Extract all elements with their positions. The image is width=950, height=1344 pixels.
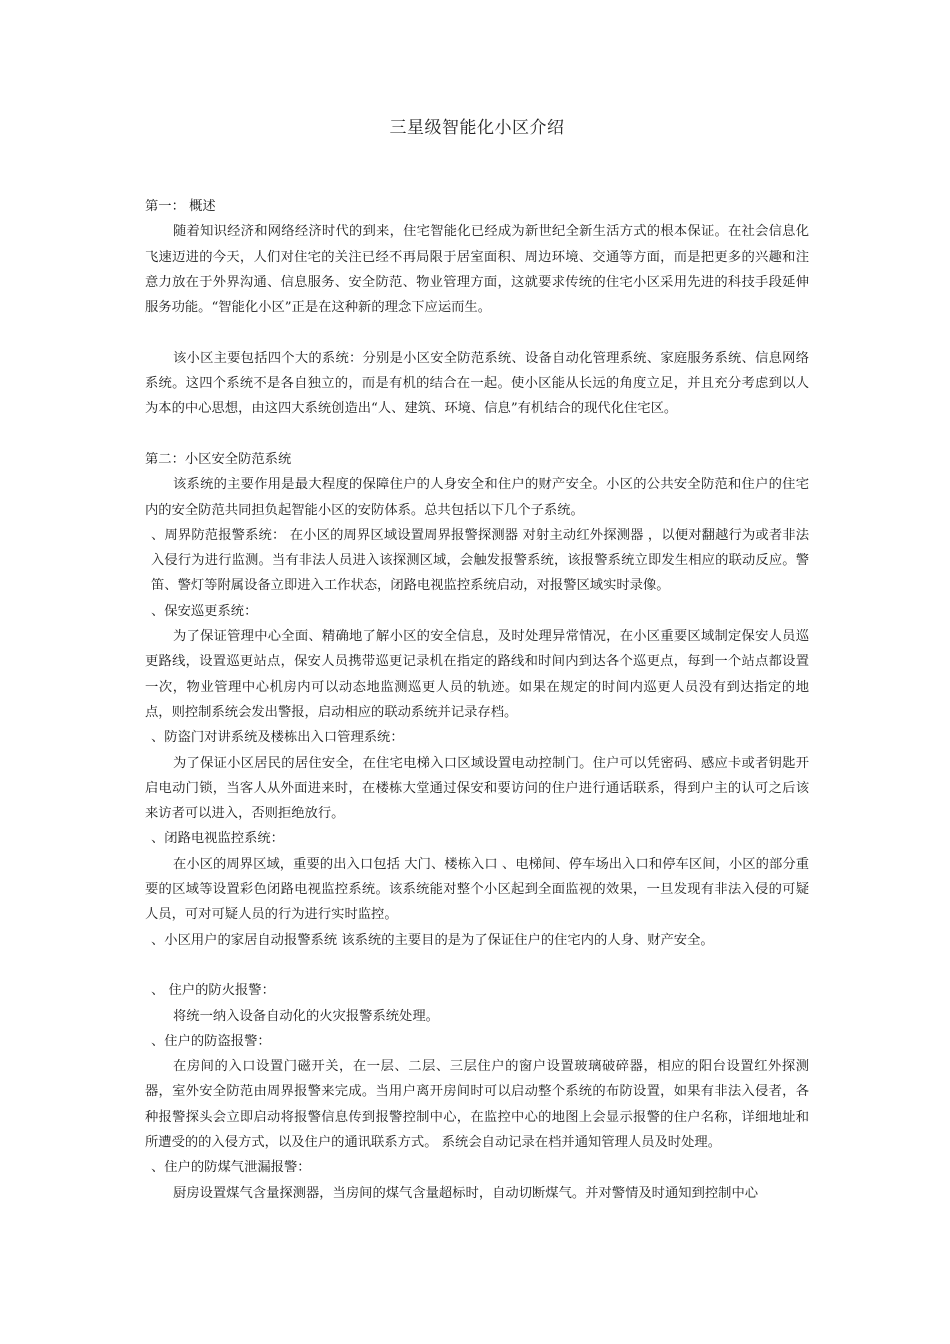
gas-alarm-heading: 、住户的防煤气泄漏报警： [151,1160,311,1176]
fire-alarm-heading: 、 住户的防火报警： [151,983,275,999]
spacer [145,422,809,447]
document-title: 三星级智能化小区介绍 [389,118,565,138]
cctv-paragraph: 在小区的周界区域，重要的出入口包括 大门、楼栋入口 、电梯间、停车场出入口和停车区间，小区的部分重要的区域等设置彩色闭路电视监控系统。该系统能对整个小区起到全面监视的效果，一旦发现有非法入侵的可疑人员，可对可疑人员的行为进行实时监控。 [145,856,809,923]
overview-paragraph-2: 该小区主要包括四个大的系统：分别是小区安全防范系统、设备自动化管理系统、家庭服务系统、信息网络系统。这四个系统不是各自独立的，而是有机的结合在一起。使小区能从长远的角度立足，并且充分考虑到以人为本的中心思想，由这四大系统创造出“人、建筑、环境、信息”有机结合的现代化住宅区。 [145,350,809,417]
section-2-heading: 第二：小区安全防范系统 [145,451,292,467]
spacer [145,953,809,978]
gas-alarm-paragraph: 厨房设置煤气含量探测器，当房间的煤气含量超标时，自动切断煤气。并对警情及时通知到控制中心 [173,1185,759,1201]
home-alarm-line: 、小区用户的家居自动报警系统 该系统的主要目的是为了保证住户的住宅内的人身、财产安全。 [151,932,714,948]
section-1-heading: 第一： 概述 [145,199,216,214]
security-intro-paragraph: 该系统的主要作用是最大程度的保障住户的人身安全和住户的财产安全。小区的公共安全防范和住户的住宅内的安全防范共同担负起智能小区的安防体系。总共包括以下几个子系统。 [145,477,809,518]
perimeter-alarm-paragraph: 、周界防范报警系统： 在小区的周界区域设置周界报警探测器 对射主动红外探测器 ，以便对翻越行为或者非法入侵行为进行监测。当有非法人员进入该探测区域，会触发报警系统，该报警系统立即发生相应的联动反应。警笛、警灯等附属设备立即进入工作状态，闭路电视监控系统启动，对报警区域实时录像。 [151,527,809,594]
cctv-heading: 、闭路电视监控系统： [151,831,284,847]
overview-paragraph-1: 随着知识经济和网络经济时代的到来，住宅智能化已经成为新世纪全新生活方式的根本保证。在社会信息化飞速迈进的今天，人们对住宅的关注已经不再局限于居室面积、周边环境、交通等方面，而是把更多的兴趣和注意力放在于外界沟通、信息服务、安全防范、物业管理方面，这就要求传统的住宅小区采用先进的科技手段延伸服务功能。“智能化小区”正是在这种新的理念下应运而生。 [145,224,809,316]
fire-alarm-paragraph: 将统一纳入设备自动化的火灾报警系统处理。 [173,1008,439,1024]
patrol-system-heading: 、保安巡更系统： [151,603,258,619]
theft-alarm-paragraph: 在房间的入口设置门磁开关，在一层、二层、三层住户的窗户设置玻璃破碎器，相应的阳台设置红外探测器，室外安全防范由周界报警来完成。当用户离开房间时可以启动整个系统的布防设置，如果有非法入侵者，各种报警探头会立即启动将报警信息传到报警控制中心，在监控中心的地图上会显示报警的住户名称，详细地址和所遭受的的入侵方式，以及住户的通讯联系方式。 系统会自动记录在档并通知管理人员及时处理。 [145,1059,809,1150]
patrol-system-paragraph: 为了保证管理中心全面、精确地了解小区的安全信息，及时处理异常情况，在小区重要区域制定保安人员巡更路线，设置巡更站点，保安人员携带巡更记录机在指定的路线和时间内到达各个巡更点，每到一个站点都设置一次，物业管理中心机房内可以动态地监测巡更人员的轨迹。如果在规定的时间内巡更人员没有到达指定的地点，则控制系统会发出警报，启动相应的联动系统并记录存档。 [145,629,809,720]
door-intercom-heading: 、防盗门对讲系统及楼栋出入口管理系统： [151,730,404,746]
door-intercom-paragraph: 为了保证小区居民的居住安全，在住宅电梯入口区域设置电动控制门。住户可以凭密码、感应卡或者钥匙开启电动门锁，当客人从外面进来时，在楼栋大堂通过保安和要访问的住户进行通话联系，得到户主的认可之后该来访者可以进入，否则拒绝放行。 [145,755,809,822]
theft-alarm-heading: 、住户的防盗报警： [151,1033,271,1049]
document-body [145,194,809,1206]
spacer [145,320,809,345]
